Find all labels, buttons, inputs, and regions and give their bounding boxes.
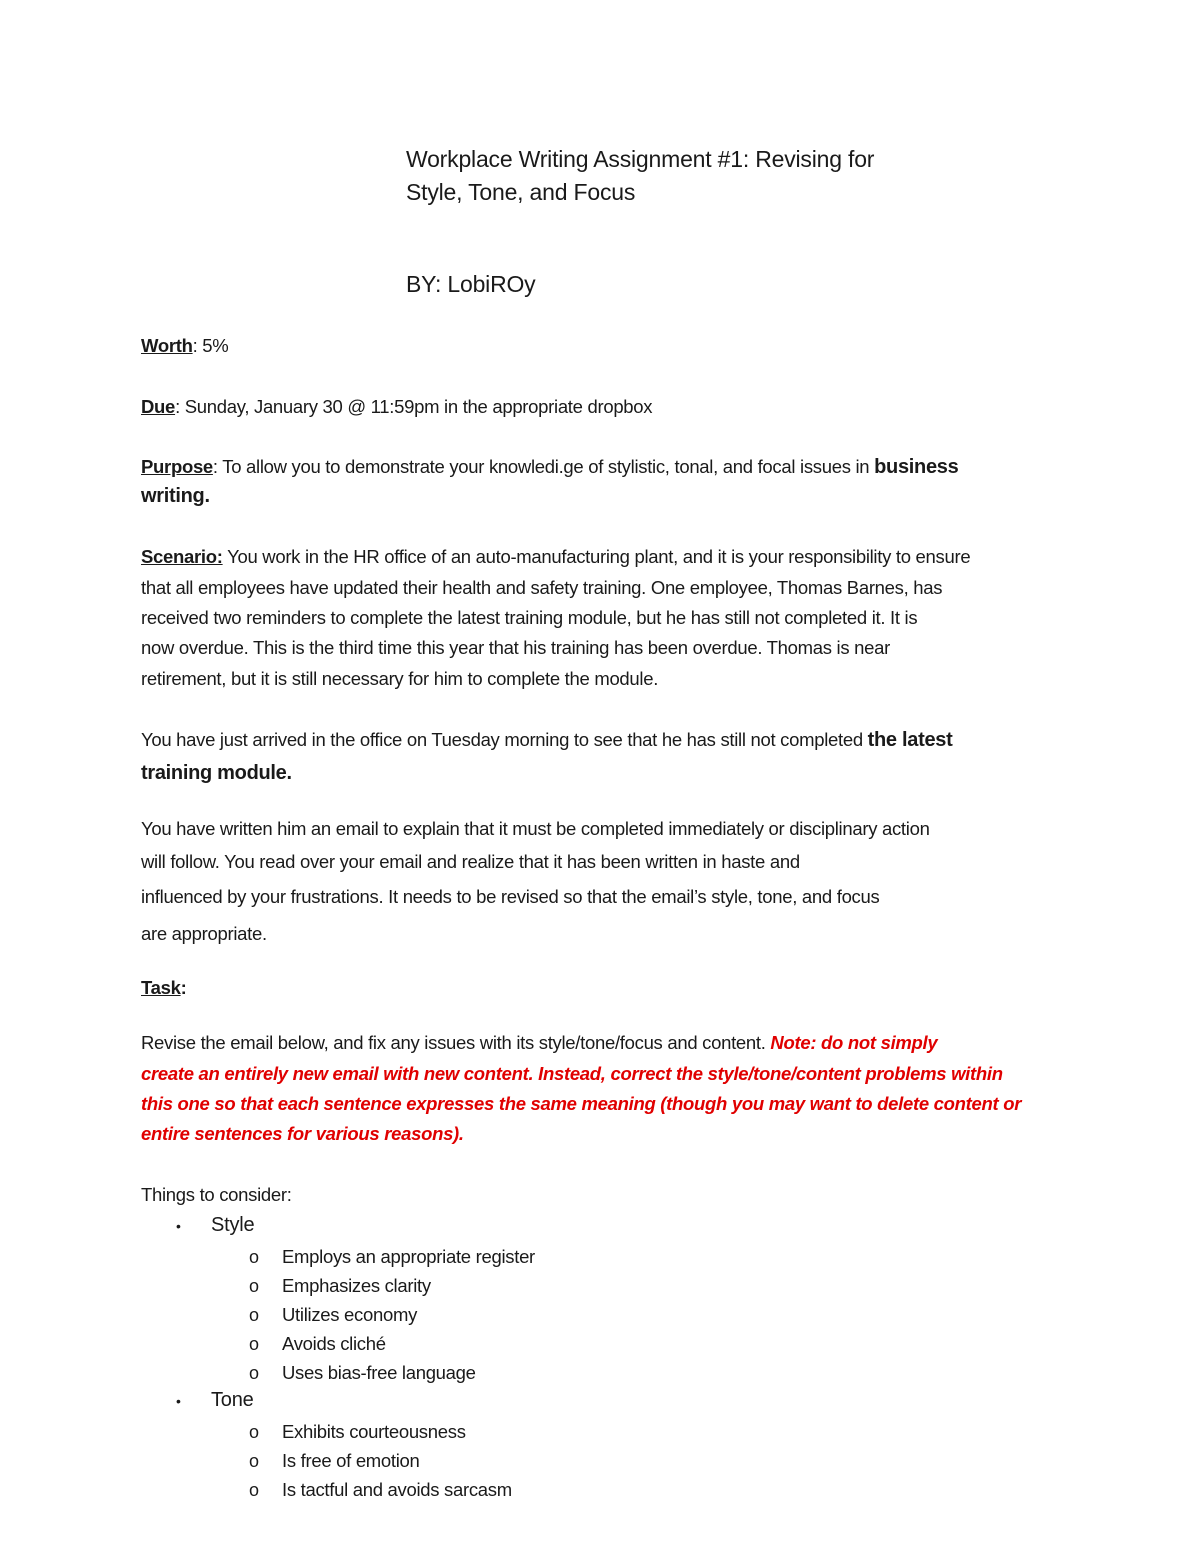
sub-bullet-icon: o: [249, 1422, 260, 1442]
worth-label: Worth: [141, 335, 193, 356]
consider-item: Employs an appropriate register: [282, 1246, 535, 1267]
consider-item: Is free of emotion: [282, 1450, 420, 1471]
paragraph3-line3: influenced by your frustrations. It needs to be revised so that the email’s style, tone, and focus: [141, 886, 880, 907]
bullet-icon: •: [176, 1393, 181, 1409]
document-title-line1: Workplace Writing Assignment #1: Revising for: [406, 146, 875, 172]
due-label: Due: [141, 396, 176, 417]
paragraph2-text: You have just arrived in the office on Tuesday morning to see that he has still not completed: [141, 729, 868, 750]
consider-item: Exhibits courteousness: [282, 1421, 466, 1442]
sub-bullet-icon: o: [249, 1480, 260, 1500]
author-byline: BY: LobiROy: [406, 271, 536, 297]
scenario-line2: that all employees have updated their health and safety training. One employee, Thomas Barnes, has: [141, 577, 943, 598]
sub-bullet-icon: o: [249, 1305, 260, 1325]
document-title-line2: Style, Tone, and Focus: [406, 179, 636, 205]
purpose-line: [141, 456, 958, 479]
paragraph3-line2: will follow. You read over your email and realize that it has been written in haste and: [141, 851, 800, 872]
sub-bullet-icon: o: [249, 1363, 260, 1383]
consider-heading: Things to consider:: [141, 1184, 292, 1205]
scenario-line4: now overdue. This is the third time this year that his training has been overdue. Thomas is near: [141, 637, 890, 658]
purpose-line2: writing.: [141, 485, 210, 507]
paragraph2-emphasis: the latest: [867, 729, 953, 751]
task-instruction: Revise the email below, and fix any issues with its style/tone/focus and content.: [141, 1032, 771, 1053]
worth-line: [141, 335, 228, 357]
scenario-line3: received two reminders to complete the latest training module, but he has still not completed it. It is: [141, 607, 918, 628]
due-line: [141, 396, 652, 418]
paragraph3-line1: You have written him an email to explain that it must be completed immediately or disciplinary action: [141, 818, 930, 839]
consider-item: Uses bias-free language: [282, 1362, 476, 1383]
sub-bullet-icon: o: [249, 1451, 260, 1471]
task-instruction-line1: [141, 1032, 937, 1054]
consider-item: Avoids cliché: [282, 1333, 386, 1354]
task-note-line2: create an entirely new email with new content. Instead, correct the style/tone/content problems within: [141, 1063, 1003, 1084]
bullet-icon: •: [176, 1218, 181, 1234]
consider-item: Emphasizes clarity: [282, 1275, 431, 1296]
worth-value: : 5%: [192, 335, 229, 356]
paragraph3-line4: are appropriate.: [141, 923, 267, 944]
scenario-text: You work in the HR office of an auto-manufacturing plant, and it is your responsibility to ensure: [222, 546, 971, 567]
sub-bullet-icon: o: [249, 1276, 260, 1296]
purpose-value: : To allow you to demonstrate your knowledi.ge of stylistic, tonal, and focal issues in: [212, 456, 875, 477]
purpose-value-emphasis: business: [874, 456, 959, 478]
task-colon: :: [180, 977, 187, 998]
paragraph2-line2: training module.: [141, 762, 292, 784]
scenario-line5: retirement, but it is still necessary for him to complete the module.: [141, 668, 659, 689]
consider-item: Utilizes economy: [282, 1304, 418, 1325]
task-note-line4: entire sentences for various reasons).: [141, 1123, 464, 1144]
paragraph2-line1: [141, 729, 952, 752]
scenario-line1: [141, 546, 970, 568]
scenario-label: Scenario:: [141, 546, 223, 567]
purpose-label: Purpose: [141, 456, 213, 477]
consider-item: Is tactful and avoids sarcasm: [282, 1479, 512, 1500]
consider-group-style: Style: [211, 1214, 255, 1236]
task-label: Task: [141, 977, 181, 998]
sub-bullet-icon: o: [249, 1247, 260, 1267]
task-heading: [141, 977, 186, 999]
consider-group-tone: Tone: [211, 1389, 254, 1411]
task-note-start: Note: do not simply: [770, 1032, 938, 1053]
due-value: : Sunday, January 30 @ 11:59pm in the appropriate dropbox: [175, 396, 653, 417]
task-note-line3: this one so that each sentence expresses the same meaning (though you may want to delete content or: [141, 1093, 1022, 1114]
sub-bullet-icon: o: [249, 1334, 260, 1354]
